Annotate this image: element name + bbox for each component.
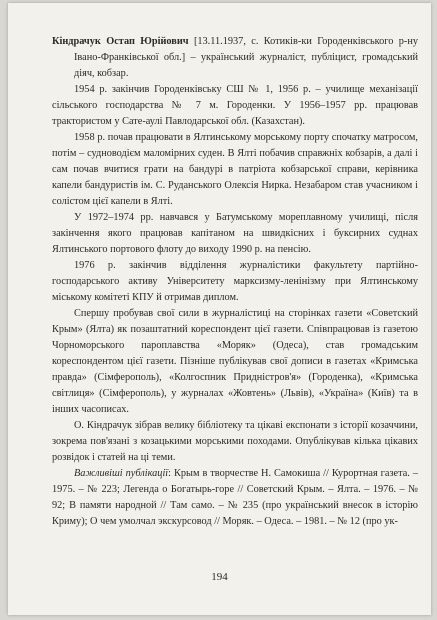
publications-text: : Крым в творчестве Н. Самокиша // Курортная газета. – 1975. – № 223; Легенда о Богатырь-горе // Советский Крым. – Ялта. – 1976. – № 92; В памяти народной // Там само. – № 235 (про український внесок в історію Криму); О чем умолчал экскурсовод // Моряк. – Одеса. – 1981. – № 12 (про ук- bbox=[52, 468, 418, 527]
entry-name: Кіндрачук Остап Юрійович bbox=[52, 36, 189, 47]
paragraph-library: О. Кіндрачук зібрав велику бібліотеку та цікаві експонати з історії козаччини, зокрема пов'язані з козацькими морськими походами. Опублікував кілька цікавих розвідок і статей на ці теми. bbox=[52, 420, 418, 463]
entry-header bbox=[52, 34, 418, 82]
paragraph-yalta-port: 1958 р. почав працювати в Ялтинському морському порту спочатку матросом, потім – судноводієм маломірних суден. В Ялті побачив справжніх кобзарів, а далі і сам почав вчитися грати на бандурі в патріота кобзарської справи, керівника капели бандуристів ім. С. Руданського Олексія Нирка. Незабаром став учасником і солістом цієї капели в Ялті. bbox=[52, 132, 418, 207]
page-text bbox=[52, 34, 418, 530]
entry-header-rest: [13.11.1937, с. Котиків-ки Городенківського р-ну Івано-Франківської обл.] – український журналіст, публіцист, громадський діяч, кобзар. bbox=[74, 36, 418, 79]
paragraph-education: 1954 р. закінчив Городенківську СШ № 1, 1956 р. – училище механізації сільського господарства № 7 м. Городенки. У 1956–1957 рр. працював трактористом у Сате-аулі Павлодарської обл. (Казахстан). bbox=[52, 84, 418, 127]
paragraph-newspapers: Спершу пробував свої сили в журналістиці на сторінках газети «Советский Крым» (Ялта) як позаштатний кореспондент цієї газети. Співпрацював із газетою Чорноморського пароплавства «Моряк» (Одеса), став громадським кореспондентом цієї газети. Пізніше публікував свої дописи в газетах «Кримська правда» (Сімферополь), «Колгоспник Придністров'я» (Городенка), «Кримська світлиця» (Сімферополь), у журналах «Жовтень» (Львів), «Україна» (Київ) та в інших часописах. bbox=[52, 308, 418, 415]
page-number: 194 bbox=[211, 571, 228, 583]
publications-lead: Важливіші публікації bbox=[74, 468, 169, 479]
book-page bbox=[8, 3, 431, 615]
paragraph-journalism-diploma: 1976 р. закінчив відділення журналістики факультету партійно-господарського активу Університету марксизму-ленінізму при Ялтинському міському комітеті КПУ й отримав диплом. bbox=[52, 260, 418, 303]
paragraph-batumi-school: У 1972–1974 рр. навчався у Батумському мореплавному училищі, після закінчення якого працював капітаном на швидкісних і буксирних суднах Ялтинського портового флоту до виходу 1990 р. на пенсію. bbox=[52, 212, 418, 255]
paragraph-publications bbox=[52, 466, 418, 530]
